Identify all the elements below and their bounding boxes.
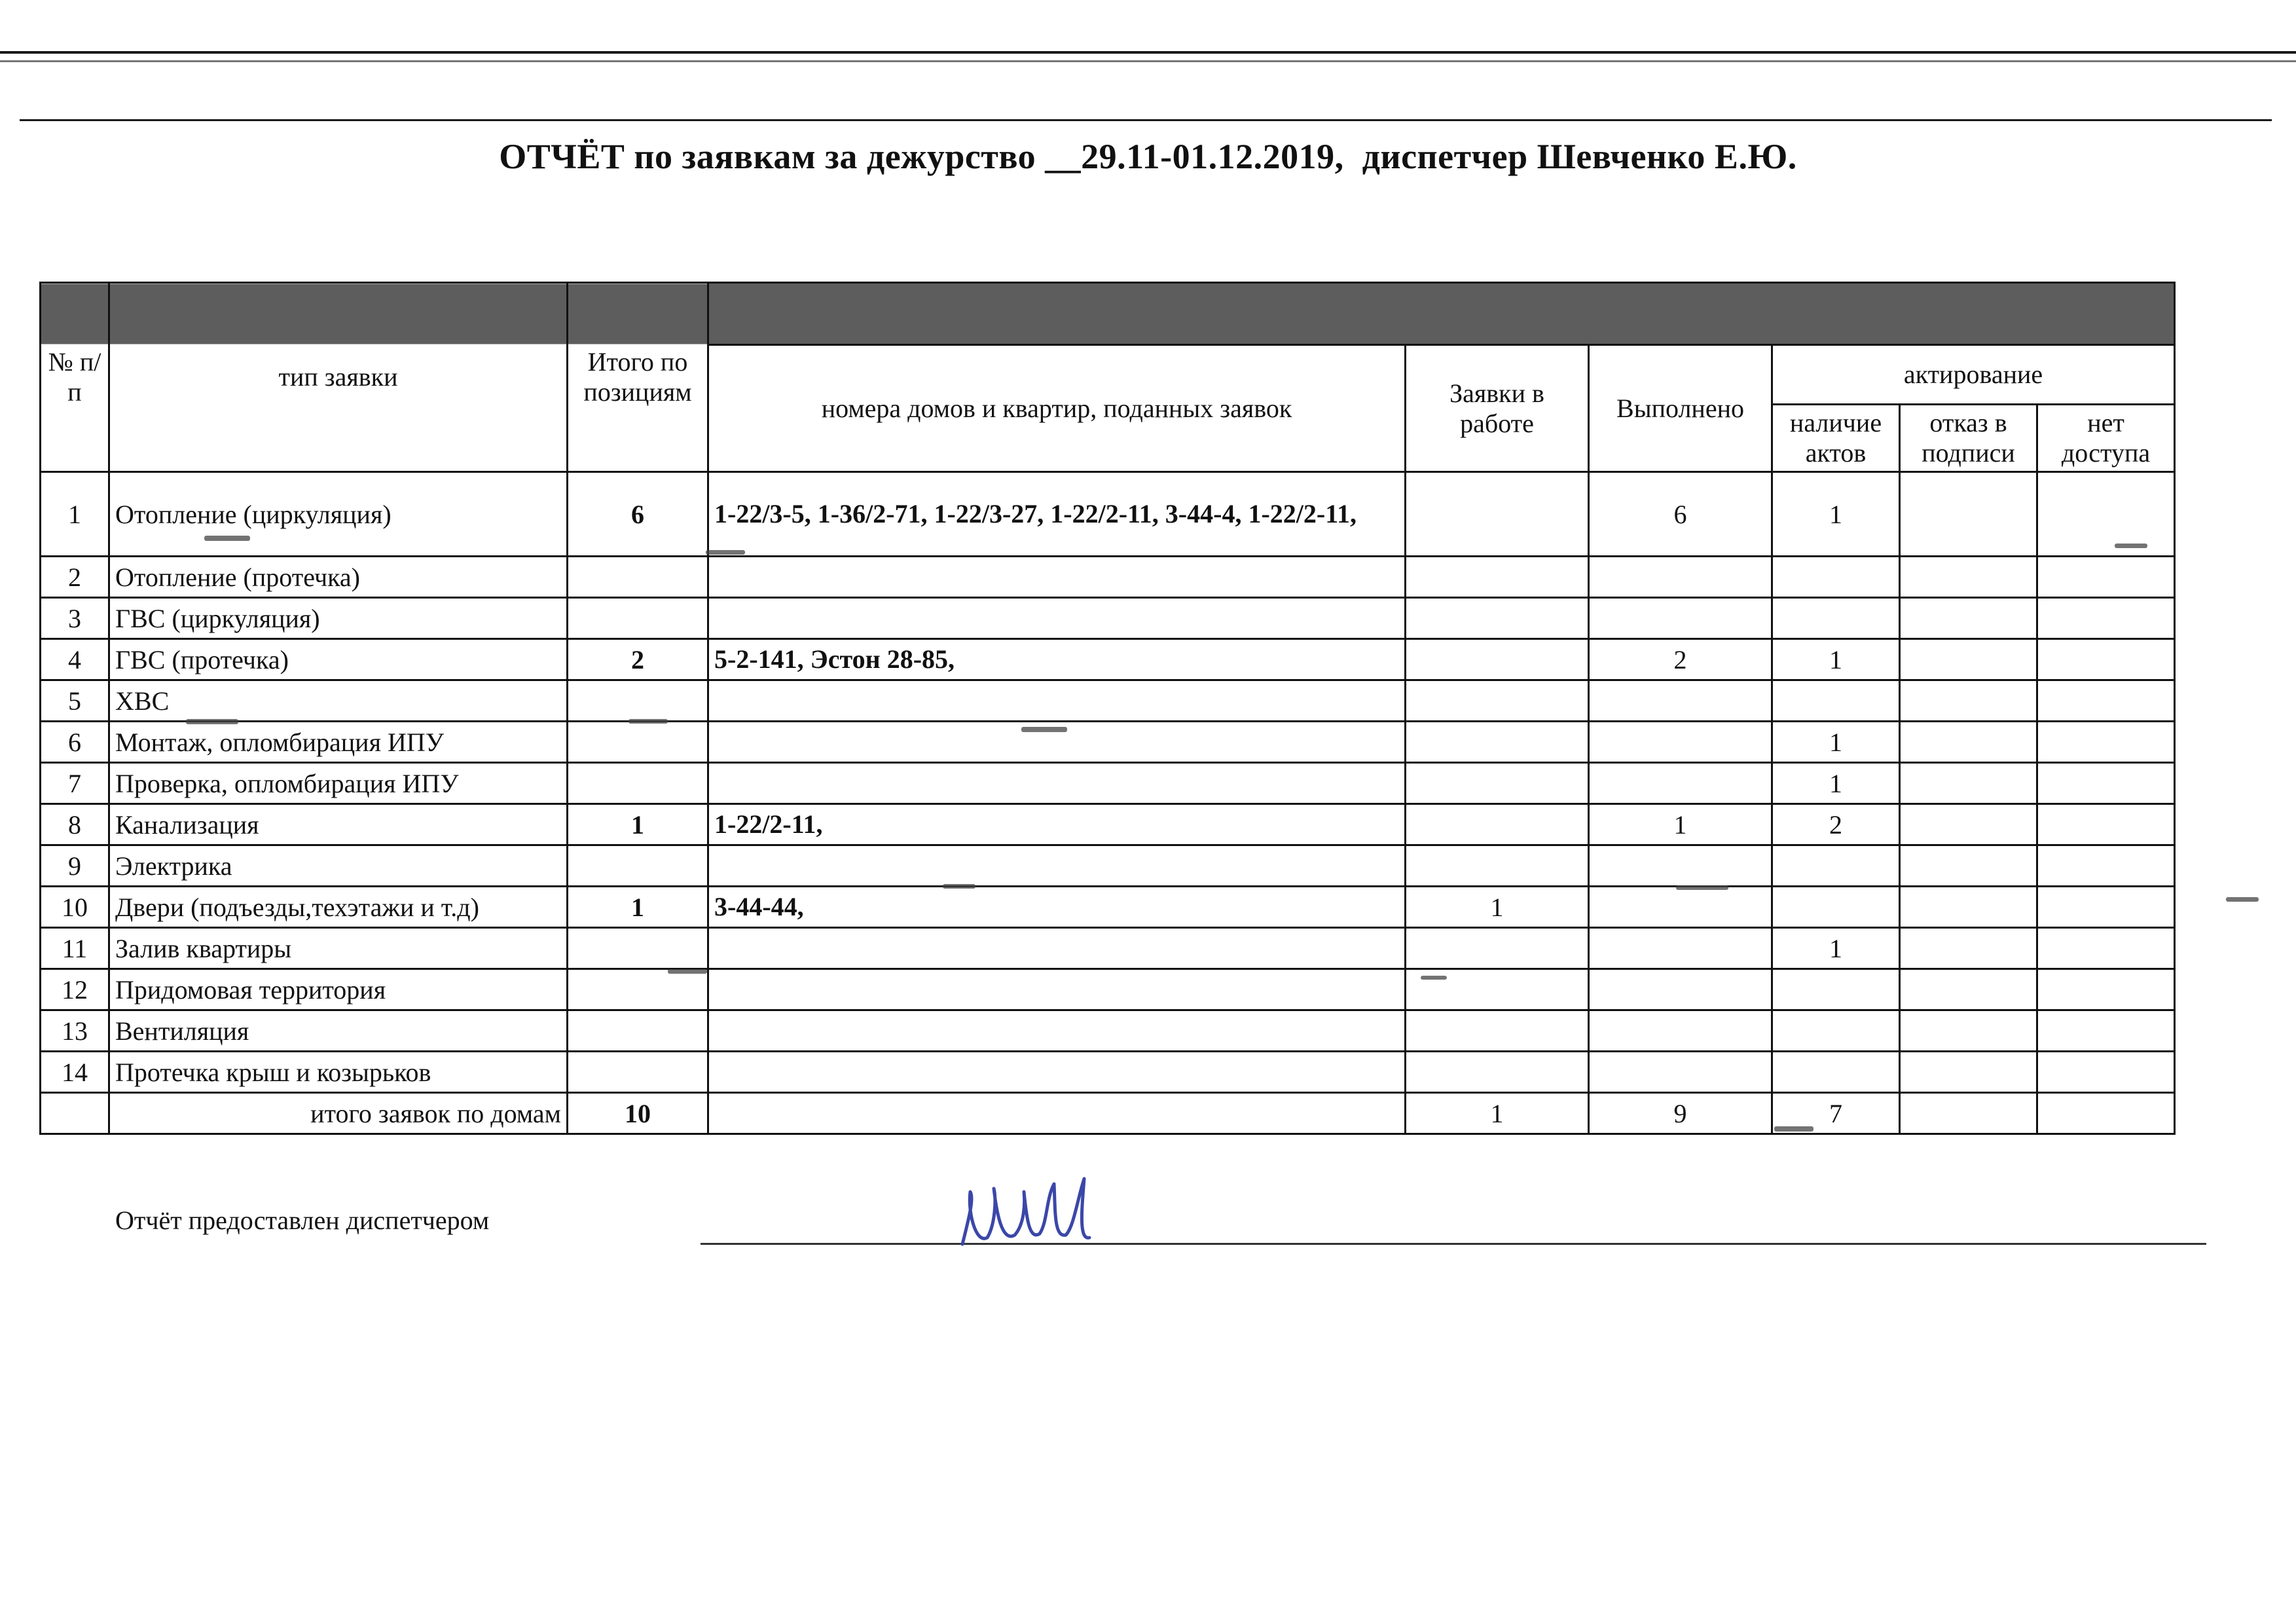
row-acts (1772, 1052, 1900, 1093)
table-row (41, 845, 2175, 887)
row-acts: 1 (1772, 472, 1900, 557)
row-done (1589, 763, 1772, 804)
row-acts (1772, 887, 1900, 928)
row-number: 14 (41, 1052, 109, 1093)
row-done (1589, 1052, 1772, 1093)
row-in-work (1406, 763, 1589, 804)
row-acts (1772, 680, 1900, 722)
row-total (568, 969, 708, 1010)
row-done (1589, 557, 1772, 598)
title-blank: __ (1045, 137, 1082, 176)
signature-line (701, 1243, 2206, 1245)
row-type: Отопление (циркуляция) (109, 472, 568, 557)
row-acts: 1 (1772, 763, 1900, 804)
row-refused (1900, 557, 2037, 598)
header-acts-no-access: нет доступа (2037, 405, 2175, 472)
row-number: 5 (41, 680, 109, 722)
row-no-access (2037, 1010, 2175, 1052)
totals-acts: 7 (1772, 1093, 1900, 1134)
row-in-work (1406, 639, 1589, 680)
row-type: ГВС (протечка) (109, 639, 568, 680)
header-dark-band (708, 283, 2175, 345)
row-refused (1900, 969, 2037, 1010)
row-refused (1900, 472, 2037, 557)
row-in-work (1406, 1010, 1589, 1052)
row-in-work (1406, 722, 1589, 763)
row-acts (1772, 557, 1900, 598)
totals-in-work: 1 (1406, 1093, 1589, 1134)
scan-noise-mark (1421, 976, 1447, 980)
row-number: 4 (41, 639, 109, 680)
scan-noise-mark (2115, 544, 2147, 548)
row-no-access (2037, 1052, 2175, 1093)
row-acts: 1 (1772, 639, 1900, 680)
row-no-access (2037, 969, 2175, 1010)
table-row (41, 472, 2175, 557)
row-done: 6 (1589, 472, 1772, 557)
row-no-access (2037, 472, 2175, 557)
table-row (41, 598, 2175, 639)
row-refused (1900, 680, 2037, 722)
report-table (39, 282, 2176, 1135)
header-total: Итого по позициям (568, 283, 708, 472)
row-no-access (2037, 680, 2175, 722)
title-prefix: ОТЧЁТ по заявкам за дежурство (499, 137, 1036, 176)
row-addresses (708, 598, 1406, 639)
row-type: ГВС (циркуляция) (109, 598, 568, 639)
row-refused (1900, 722, 2037, 763)
row-addresses (708, 1010, 1406, 1052)
row-done: 2 (1589, 639, 1772, 680)
row-total: 1 (568, 887, 708, 928)
row-refused (1900, 887, 2037, 928)
row-number: 10 (41, 887, 109, 928)
row-addresses (708, 969, 1406, 1010)
row-number: 7 (41, 763, 109, 804)
row-done (1589, 969, 1772, 1010)
row-refused (1900, 639, 2037, 680)
scan-noise-mark (629, 719, 668, 724)
row-no-access (2037, 639, 2175, 680)
row-done (1589, 1010, 1772, 1052)
row-number: 3 (41, 598, 109, 639)
row-refused (1900, 845, 2037, 887)
row-in-work (1406, 472, 1589, 557)
signature-mark (956, 1172, 1093, 1264)
row-addresses (708, 1052, 1406, 1093)
row-addresses (708, 557, 1406, 598)
dispatcher-label: диспетчер (1362, 137, 1528, 176)
row-total: 6 (568, 472, 708, 557)
totals-label: итого заявок по домам (109, 1093, 568, 1134)
table-row (41, 763, 2175, 804)
scan-noise-mark (204, 536, 250, 541)
row-refused (1900, 1010, 2037, 1052)
row-in-work (1406, 557, 1589, 598)
row-type: Отопление (протечка) (109, 557, 568, 598)
totals-refused (1900, 1093, 2037, 1134)
scan-border-top (0, 51, 2296, 54)
row-addresses: 3-44-44, (708, 887, 1406, 928)
row-done (1589, 845, 1772, 887)
row-total (568, 845, 708, 887)
row-number: 13 (41, 1010, 109, 1052)
row-done (1589, 928, 1772, 969)
row-no-access (2037, 763, 2175, 804)
table-row (41, 1052, 2175, 1093)
dispatcher-name: Шевченко Е.Ю. (1537, 137, 1797, 176)
row-no-access (2037, 557, 2175, 598)
totals-total: 10 (568, 1093, 708, 1134)
scan-noise-mark (1021, 727, 1067, 732)
row-done: 1 (1589, 804, 1772, 845)
row-in-work (1406, 804, 1589, 845)
row-in-work (1406, 969, 1589, 1010)
row-number: 11 (41, 928, 109, 969)
totals-addresses (708, 1093, 1406, 1134)
row-addresses: 1-22/3-5, 1-36/2-71, 1-22/3-27, 1-22/2-11, 3-44-4, 1-22/2-11, (708, 472, 1406, 557)
row-total (568, 598, 708, 639)
row-addresses (708, 680, 1406, 722)
row-refused (1900, 804, 2037, 845)
scan-noise-mark (2226, 897, 2259, 902)
row-in-work: 1 (1406, 887, 1589, 928)
row-acts: 1 (1772, 928, 1900, 969)
table-row (41, 557, 2175, 598)
table-row (41, 887, 2175, 928)
row-total (568, 763, 708, 804)
row-done (1589, 887, 1772, 928)
totals-done: 9 (1589, 1093, 1772, 1134)
table-row (41, 722, 2175, 763)
row-type: Электрика (109, 845, 568, 887)
header-done: Выполнено (1589, 345, 1772, 472)
row-number: 8 (41, 804, 109, 845)
row-type: Залив квартиры (109, 928, 568, 969)
row-type: Придомовая территория (109, 969, 568, 1010)
row-acts: 2 (1772, 804, 1900, 845)
header-acts-group: актирование (1772, 345, 2175, 405)
row-refused (1900, 598, 2037, 639)
row-addresses (708, 928, 1406, 969)
header-num: № п/п (41, 283, 109, 472)
row-total (568, 680, 708, 722)
table-row (41, 1010, 2175, 1052)
row-addresses: 5-2-141, Эстон 28-85, (708, 639, 1406, 680)
row-addresses: 1-22/2-11, (708, 804, 1406, 845)
header-acts-present: наличие актов (1772, 405, 1900, 472)
row-type: ХВС (109, 680, 568, 722)
row-total (568, 722, 708, 763)
row-in-work (1406, 680, 1589, 722)
table-row (41, 969, 2175, 1010)
scan-noise-mark (1774, 1126, 1813, 1132)
row-number: 9 (41, 845, 109, 887)
row-type: Проверка, опломбирация ИПУ (109, 763, 568, 804)
table-row (41, 639, 2175, 680)
scan-noise-mark (706, 550, 745, 555)
row-total (568, 1010, 708, 1052)
row-total (568, 1052, 708, 1093)
row-in-work (1406, 928, 1589, 969)
row-no-access (2037, 928, 2175, 969)
totals-row (41, 1093, 2175, 1134)
row-no-access (2037, 722, 2175, 763)
row-done (1589, 680, 1772, 722)
row-refused (1900, 928, 2037, 969)
row-number: 1 (41, 472, 109, 557)
scan-noise-mark (668, 969, 707, 974)
row-in-work (1406, 598, 1589, 639)
scan-noise-mark (1676, 885, 1728, 890)
header-in-work: Заявки в работе (1406, 345, 1589, 472)
table-row (41, 804, 2175, 845)
header-addresses: номера домов и квартир, поданных заявок (708, 345, 1406, 472)
row-type: Вентиляция (109, 1010, 568, 1052)
row-acts: 1 (1772, 722, 1900, 763)
row-no-access (2037, 598, 2175, 639)
row-acts (1772, 969, 1900, 1010)
table-row (41, 928, 2175, 969)
row-no-access (2037, 887, 2175, 928)
row-total (568, 928, 708, 969)
report-period: 29.11-01.12.2019, (1081, 137, 1344, 176)
header-acts-refused: отказ в подписи (1900, 405, 2037, 472)
row-acts (1772, 845, 1900, 887)
row-done (1589, 598, 1772, 639)
row-no-access (2037, 845, 2175, 887)
scan-noise-mark (186, 719, 238, 724)
scan-noise-mark (943, 884, 975, 889)
header-type: тип заявки (109, 283, 568, 472)
row-acts (1772, 1010, 1900, 1052)
row-done (1589, 722, 1772, 763)
table-row (41, 680, 2175, 722)
scan-border-line (20, 119, 2272, 121)
scan-border-top-2 (0, 60, 2296, 62)
row-type: Протечка крыш и козырьков (109, 1052, 568, 1093)
row-refused (1900, 763, 2037, 804)
row-addresses (708, 845, 1406, 887)
row-total: 2 (568, 639, 708, 680)
row-in-work (1406, 845, 1589, 887)
row-in-work (1406, 1052, 1589, 1093)
totals-blank (41, 1093, 109, 1134)
row-total (568, 557, 708, 598)
row-addresses (708, 763, 1406, 804)
row-number: 6 (41, 722, 109, 763)
row-type: Двери (подъезды,техэтажи и т.д) (109, 887, 568, 928)
row-type: Канализация (109, 804, 568, 845)
footer-label: Отчёт предоставлен диспетчером (115, 1206, 490, 1235)
row-no-access (2037, 804, 2175, 845)
report-title (0, 136, 2296, 177)
totals-no-access (2037, 1093, 2175, 1134)
row-number: 2 (41, 557, 109, 598)
row-total: 1 (568, 804, 708, 845)
row-number: 12 (41, 969, 109, 1010)
row-refused (1900, 1052, 2037, 1093)
row-type: Монтаж, опломбирация ИПУ (109, 722, 568, 763)
row-acts (1772, 598, 1900, 639)
